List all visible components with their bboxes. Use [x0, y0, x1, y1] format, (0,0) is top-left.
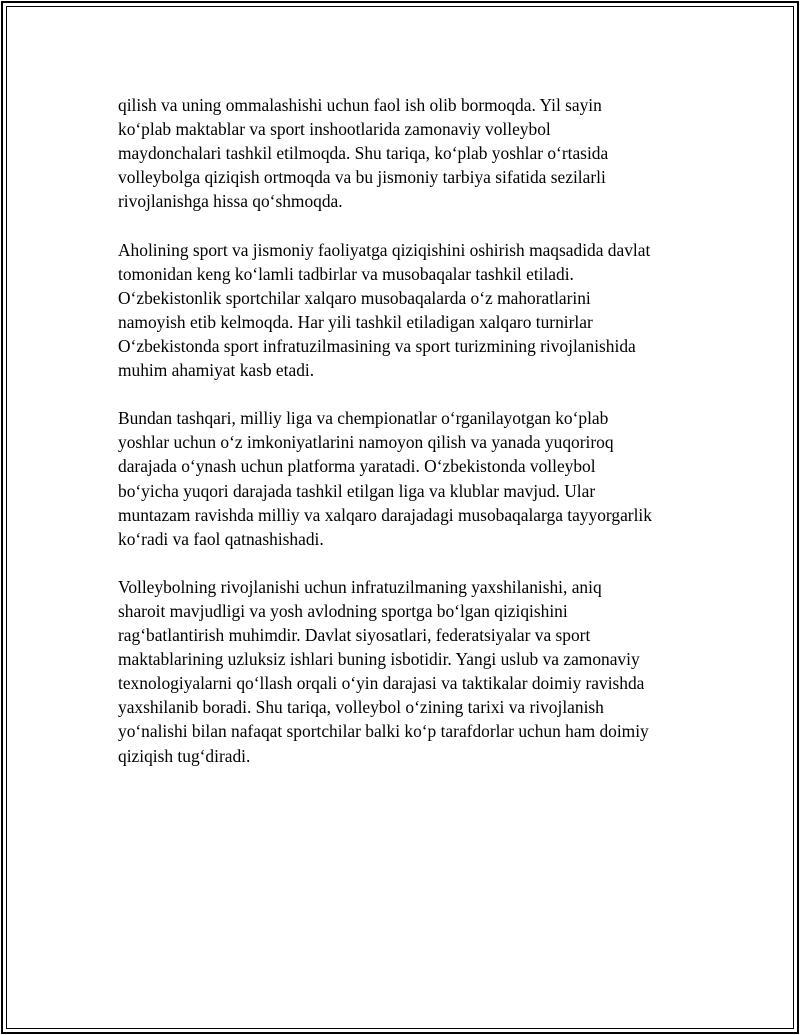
text-line: sharoit mavjudligi va yosh avlodning sportga bo‘lgan qiziqishini — [118, 600, 568, 621]
paragraph-3 — [118, 406, 693, 551]
text-line: texnologiyalarni qo‘llash orqali o‘yin darajasi va taktikalar doimiy ravishda — [118, 673, 645, 694]
text-line: rag‘batlantirish muhimdir. Davlat siyosatlari, federatsiyalar va sport — [118, 625, 591, 646]
text-line: bo‘yicha yuqori darajada tashkil etilgan liga va klublar mavjud. Ular — [118, 480, 596, 501]
paragraph-4 — [118, 575, 693, 768]
text-line: qilish va uning ommalashishi uchun faol ish olib bormoqda. Yil sayin — [118, 95, 602, 115]
text-line: ko‘radi va faol qatnashishadi. — [118, 528, 324, 549]
text-line: muhim ahamiyat kasb etadi. — [118, 360, 315, 381]
text-line: Aholining sport va jismoniy faoliyatga qiziqishini oshirish maqsadida davlat — [118, 239, 651, 260]
text-line: darajada o‘ynash uchun platforma yaratadi. O‘zbekistonda volleybol — [118, 456, 596, 477]
paragraph-1 — [118, 93, 693, 213]
text-line: maktablarining uzluksiz ishlari buning isbotidir. Yangi uslub va zamonaviy — [118, 649, 640, 670]
text-line: ko‘plab maktablar va sport inshootlarida zamonaviy volleybol — [118, 119, 551, 140]
text-line: volleybolga qiziqish ortmoqda va bu jismoniy tarbiya sifatida sezilarli — [118, 167, 606, 188]
text-line: O‘zbekistonda sport infratuzilmasining va sport turizmining rivojlanishida — [118, 335, 636, 356]
text-line: namoyish etib kelmoqda. Har yili tashkil etiladigan xalqaro turnirlar — [118, 311, 593, 332]
text-line: yaxshilanib boradi. Shu tariqa, volleybol o‘zining tarixi va rivojlanish — [118, 697, 604, 718]
document-body — [118, 93, 693, 792]
text-line: qiziqish tug‘diradi. — [118, 745, 251, 766]
text-line: Volleybolning rivojlanishi uchun infratuzilmaning yaxshilanishi, aniq — [118, 576, 602, 597]
text-line: Bundan tashqari, milliy liga va chempionatlar o‘rganilayotgan ko‘plab — [118, 408, 609, 429]
text-line: muntazam ravishda milliy va xalqaro darajadagi musobaqalarga tayyorgarlik — [118, 504, 652, 525]
text-line: rivojlanishga hissa qo‘shmoqda. — [118, 191, 343, 212]
text-line: yoshlar uchun o‘z imkoniyatlarini namoyon qilish va yanada yuqoriroq — [118, 432, 614, 453]
text-line: yo‘nalishi bilan nafaqat sportchilar balki ko‘p tarafdorlar uchun ham doimiy — [118, 721, 649, 742]
text-line: maydonchalari tashkil etilmoqda. Shu tariqa, ko‘plab yoshlar o‘rtasida — [118, 143, 609, 164]
text-line: O‘zbekistonlik sportchilar xalqaro musobaqalarda o‘z mahoratlarini — [118, 287, 591, 308]
text-line: tomonidan keng ko‘lamli tadbirlar va musobaqalar tashkil etiladi. — [118, 263, 574, 284]
paragraph-2 — [118, 238, 693, 383]
